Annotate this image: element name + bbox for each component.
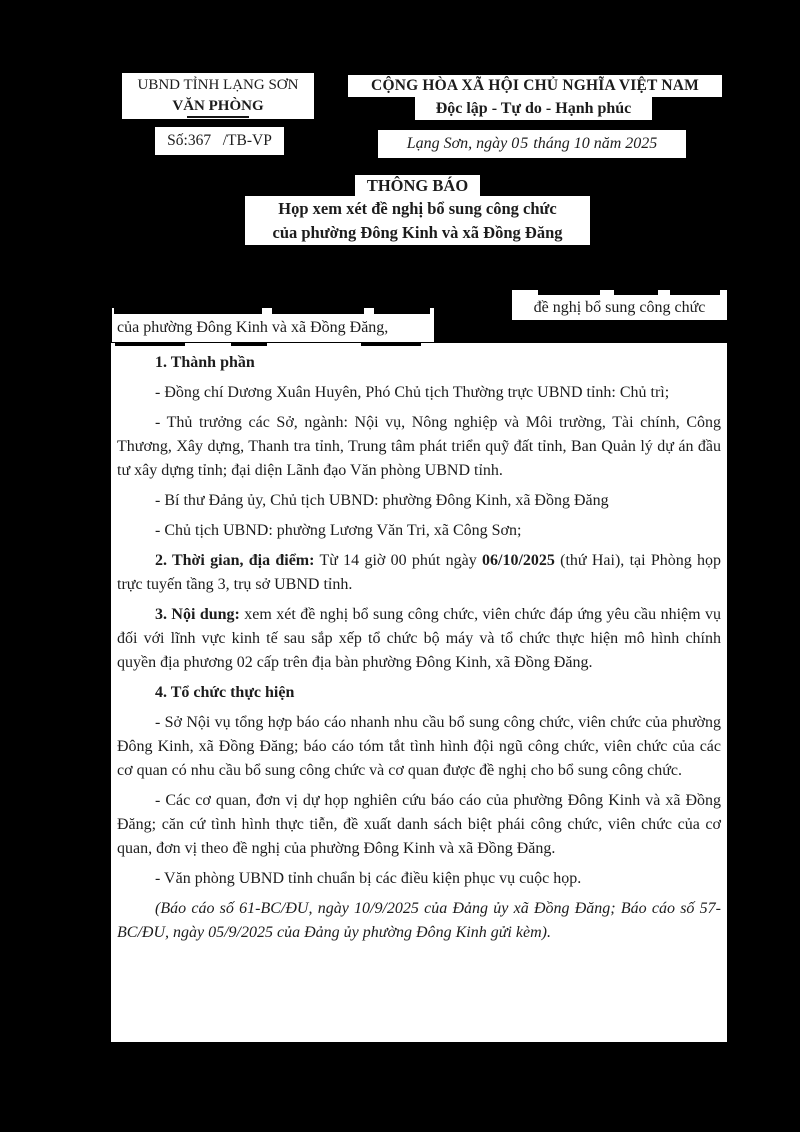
org-underline-rule xyxy=(187,116,249,118)
redaction-mark xyxy=(114,308,262,314)
doc-subject-line2: của phường Đông Kinh và xã Đồng Đăng xyxy=(272,223,563,242)
document-body xyxy=(111,343,727,1042)
issuing-org-line2: VĂN PHÒNG xyxy=(172,98,264,114)
redaction-mark xyxy=(538,290,600,295)
paragraph-departments: - Thủ trưởng các Sở, ngành: Nội vụ, Nông nghiệp và Môi trường, Tài chính, Công Thương, Xây dựng, Thanh tra tỉnh, Trung tâm phát triển quỹ đất tỉnh, Ban Quản lý dự án đầu tư xây dựng tỉnh; đại diện Lãnh đạo Văn phòng UBND tỉnh. xyxy=(117,414,721,479)
issuing-org-line1: UBND TỈNH LẠNG SƠN xyxy=(137,77,299,93)
section-2-text-b: (thứ Hai), tại Phòng họp trực tuyến tầng 3, trụ sở UBND tỉnh. xyxy=(117,552,722,593)
paragraph-secretaries: - Bí thư Đảng ủy, Chủ tịch UBND: phường Đông Kinh, xã Đồng Đăng xyxy=(155,492,609,509)
section-3-paragraph xyxy=(117,603,721,675)
intro-visible-text-2: của phường Đông Kinh và xã Đồng Đăng, xyxy=(117,319,389,336)
national-header-line1: CỘNG HÒA XÃ HỘI CHỦ NGHĨA VIỆT NAM xyxy=(348,75,722,97)
section-3-text: xem xét đề nghị bổ sung công chức, viên chức đáp ứng yêu cầu nhiệm vụ đối với lĩnh vực kinh tế sau sắp xếp tổ chức bộ máy và tổ chức thực hiện mô hình chính quyền địa phương 02 cấp trên địa bàn phường Đông Kinh, xã Đồng Đăng. xyxy=(117,606,721,671)
paragraph-office: - Văn phòng UBND tỉnh chuẩn bị các điều kiện phục vụ cuộc họp. xyxy=(155,870,582,887)
redaction-mark xyxy=(374,308,430,314)
national-motto: Độc lập - Tự do - Hạnh phúc xyxy=(415,97,652,120)
section-2-paragraph xyxy=(117,549,721,597)
paragraph-chairmen: - Chủ tịch UBND: phường Lương Văn Tri, xã Công Sơn; xyxy=(155,522,522,539)
section-2-heading: 2. Thời gian, địa điểm: xyxy=(155,552,315,569)
doc-type-title: THÔNG BÁO xyxy=(355,175,480,196)
redacted-intro-line1 xyxy=(512,290,727,320)
paragraph-chair: - Đồng chí Dương Xuân Huyên, Phó Chủ tịch Thường trực UBND tỉnh: Chủ trì; xyxy=(155,384,670,401)
section-2-text-a: Từ 14 giờ 00 phút ngày xyxy=(314,552,482,569)
dateline-suffix: tháng 10 năm 2025 xyxy=(529,135,658,152)
redaction-mark xyxy=(231,343,267,346)
doc-number: Số:367 /TB-VP xyxy=(155,127,284,155)
redaction-mark xyxy=(272,308,364,314)
attachment-note: (Báo cáo số 61-BC/ĐU, ngày 10/9/2025 của Đảng ủy xã Đồng Đăng; Báo cáo số 57-BC/ĐU, ngày 05/9/2025 của Đảng ủy phường Đông Kinh gửi kèm). xyxy=(117,900,721,941)
section-4-heading: 4. Tổ chức thực hiện xyxy=(155,684,295,701)
redaction-mark xyxy=(361,343,421,346)
dateline-prefix: Lạng Sơn, ngày xyxy=(406,135,512,152)
redaction-mark xyxy=(670,290,720,295)
section-1-heading: 1. Thành phần xyxy=(155,354,255,371)
doc-subject-line1: Họp xem xét đề nghị bổ sung công chức xyxy=(278,199,557,218)
redaction-mark xyxy=(614,290,658,295)
section-3-heading: 3. Nội dung: xyxy=(155,606,240,623)
paragraph-noi-vu: - Sở Nội vụ tổng hợp báo cáo nhanh nhu cầu bổ sung công chức, viên chức của phường Đông Kinh, xã Đồng Đăng; báo cáo tóm tắt tình hình đội ngũ công chức, viên chức của các cơ quan có nhu cầu bổ sung công chức và cơ quan được đề nghị cho bổ sung công chức. xyxy=(117,714,721,779)
redaction-mark xyxy=(115,343,185,346)
doc-subject xyxy=(245,196,590,245)
dateline xyxy=(378,130,686,158)
meeting-date: 06/10/2025 xyxy=(482,552,555,569)
paragraph-agencies: - Các cơ quan, đơn vị dự họp nghiên cứu báo cáo của phường Đông Kinh và xã Đồng Đăng; căn cứ tình hình thực tiễn, đề xuất danh sách biệt phái công chức, viên chức của cơ quan, đơn vị theo đề nghị của phường Đông Kinh và xã Đồng Đăng. xyxy=(117,792,721,857)
redacted-intro-line2 xyxy=(112,308,434,342)
intro-visible-text-1: đề nghị bổ sung công chức xyxy=(533,299,706,316)
dateline-day: 05 xyxy=(511,135,530,152)
issuing-org-block xyxy=(122,73,314,119)
